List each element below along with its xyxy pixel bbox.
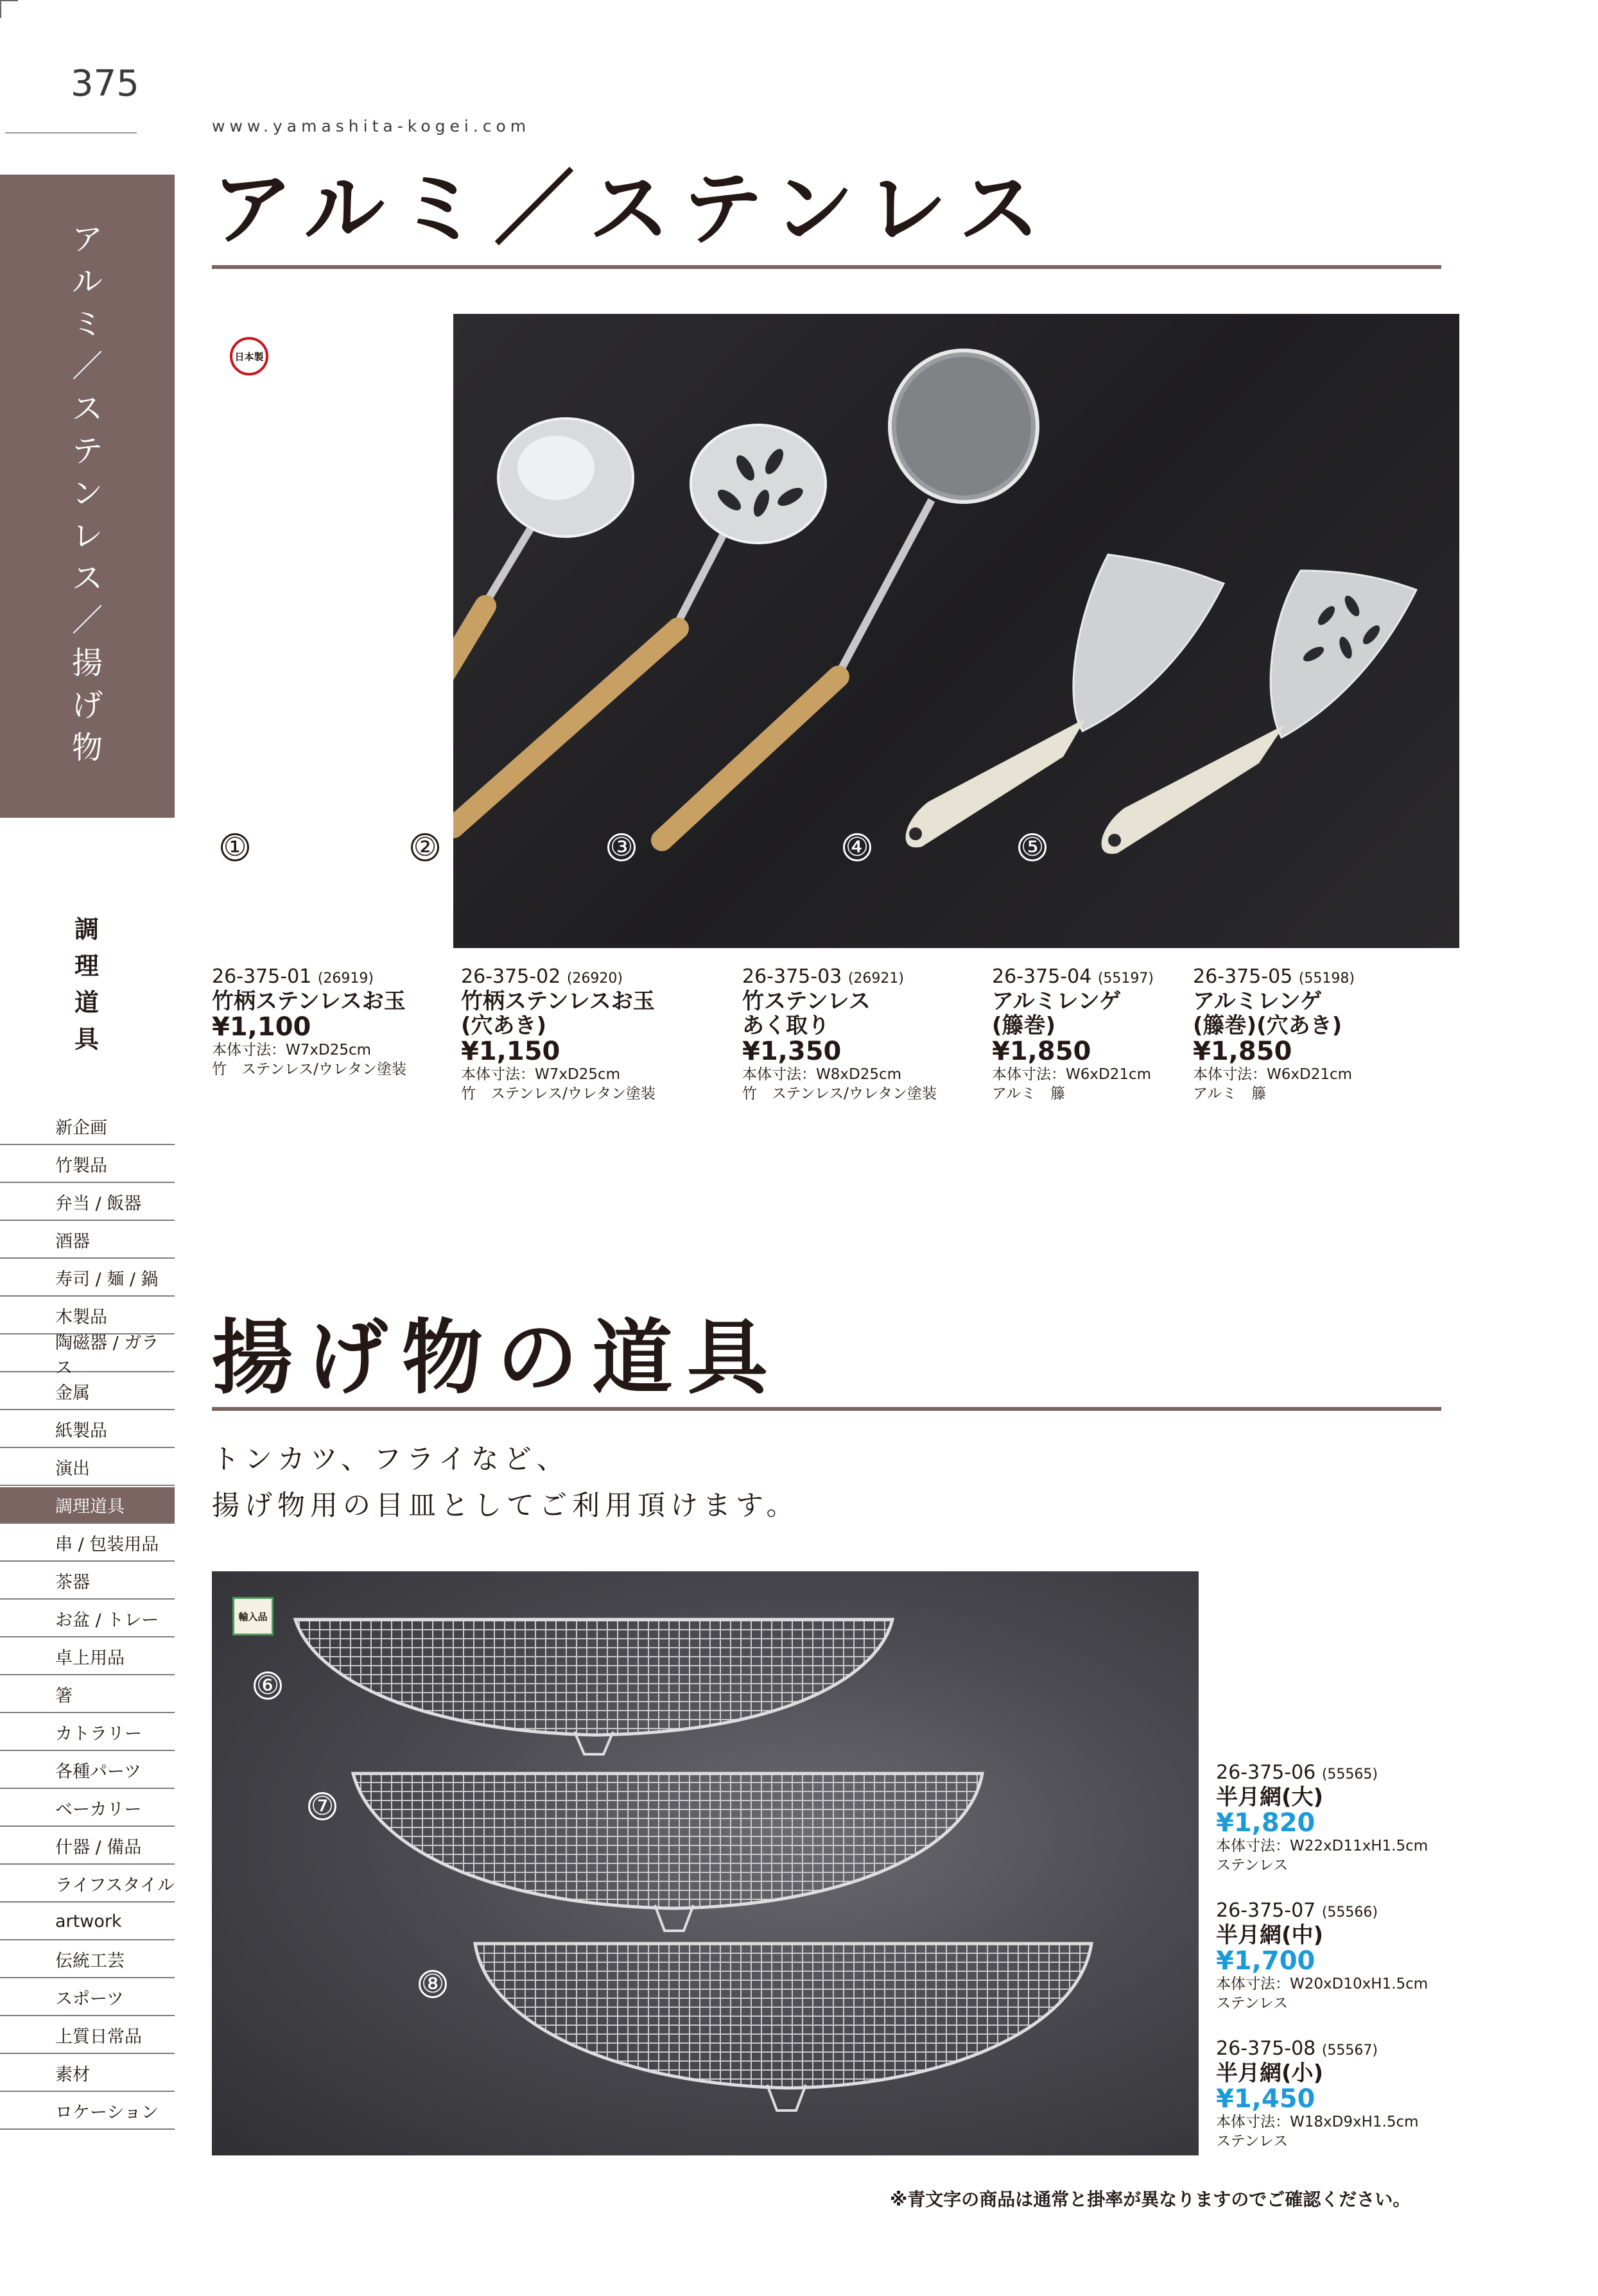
item-marker-2: ② — [411, 833, 439, 861]
product-ref: (55566) — [1321, 1904, 1378, 1921]
footnote: ※青文字の商品は通常と掛率が異なりますのでご確認ください。 — [890, 2189, 1411, 2210]
section-rule — [212, 265, 1441, 269]
product-material: 竹 ステンレス/ウレタン塗装 — [461, 1085, 656, 1102]
product-ref: (26919) — [317, 971, 374, 987]
nav-item[interactable]: 上質日常品 — [0, 2017, 175, 2054]
nav-item[interactable]: 什器 / 備品 — [0, 1828, 175, 1865]
nav-item[interactable]: 伝統工芸 — [0, 1942, 175, 1978]
product-caption — [212, 966, 406, 1079]
nav-item[interactable]: 箸 — [0, 1677, 175, 1713]
skimmer-illustration — [662, 350, 1038, 840]
product-price: ¥1,820 — [1216, 1808, 1316, 1838]
product-size: 本体寸法：W20xD10xH1.5cm — [1216, 1976, 1429, 1992]
item-marker-6: ⑥ — [254, 1671, 282, 1700]
crop-mark — [0, 0, 18, 18]
nets-illustration — [212, 1571, 1199, 2155]
net-medium-illustration — [353, 1774, 982, 1931]
product-name: 竹柄ステンレスお玉 — [212, 988, 406, 1014]
product-caption — [742, 966, 937, 1103]
product-name: 竹柄ステンレスお玉 — [461, 988, 655, 1014]
product-code: 26-375-04 — [992, 965, 1092, 988]
product-name: アルミレンゲ — [1193, 988, 1323, 1014]
product-caption — [992, 966, 1154, 1103]
nav-item[interactable]: ロケーション — [0, 2093, 175, 2130]
imported-badge: 輸入品 — [232, 1597, 274, 1636]
product-caption — [1216, 2038, 1419, 2151]
section-title: 揚げ物の道具 — [212, 1310, 782, 1405]
nav-item[interactable]: 金属 — [0, 1374, 175, 1410]
net-large-illustration — [295, 1619, 892, 1754]
product-material: ステンレス — [1216, 1995, 1289, 2012]
nav-item[interactable]: 竹製品 — [0, 1146, 175, 1183]
item-marker-7: ⑦ — [308, 1792, 336, 1820]
product-code: 26-375-03 — [742, 965, 842, 988]
product-name-sub: (籐巻)(穴あき) — [1193, 1013, 1342, 1039]
product-size: 本体寸法：W18xD9xH1.5cm — [1216, 2114, 1419, 2130]
nav-item[interactable]: 演出 — [0, 1449, 175, 1486]
product-name: アルミレンゲ — [992, 988, 1122, 1014]
side-band-text: アルミ／ステンレス／揚げ物 — [72, 221, 103, 766]
product-name: 竹ステンレス — [742, 988, 871, 1014]
product-ref: (55198) — [1298, 971, 1355, 987]
item-marker-3: ③ — [607, 833, 636, 861]
product-name: 半月網(大) — [1216, 1784, 1324, 1810]
item-marker-8: ⑧ — [419, 1970, 447, 1998]
ladles-illustration — [453, 314, 1459, 948]
section-rule — [212, 1407, 1441, 1411]
nav-item[interactable]: artwork — [0, 1904, 175, 1940]
section-title: アルミ／ステンレス — [212, 161, 1054, 256]
product-material: 竹 ステンレス/ウレタン塗装 — [212, 1061, 406, 1078]
intro-line: トンカツ、フライなど、 — [212, 1444, 569, 1476]
nav-item[interactable]: 陶磁器 / ガラス — [0, 1336, 175, 1372]
product-size: 本体寸法：W22xD11xH1.5cm — [1216, 1838, 1429, 1854]
product-price: ¥1,850 — [1193, 1037, 1292, 1066]
product-material: アルミ 籐 — [992, 1085, 1066, 1102]
nav-item[interactable]: 寿司 / 麺 / 鍋 — [0, 1260, 175, 1297]
nav-item[interactable]: 紙製品 — [0, 1411, 175, 1448]
net-small-illustration — [475, 1944, 1091, 2110]
site-url[interactable]: www.yamashita-kogei.com — [212, 117, 531, 135]
product-code: 26-375-05 — [1193, 965, 1293, 988]
product-ref: (55565) — [1321, 1766, 1378, 1782]
intro-line: 揚げ物用の目皿としてご利用頂けます。 — [212, 1490, 799, 1522]
nav-item[interactable]: 卓上用品 — [0, 1639, 175, 1675]
product-ref: (26921) — [847, 971, 904, 987]
product-caption — [1216, 1762, 1428, 1875]
product-price: ¥1,150 — [461, 1037, 560, 1066]
nav-item[interactable]: 串 / 包装用品 — [0, 1525, 175, 1562]
product-name: 半月網(中) — [1216, 1922, 1324, 1948]
product-code: 26-375-02 — [461, 965, 561, 988]
product-material: ステンレス — [1216, 2133, 1289, 2150]
product-name: 半月網(小) — [1216, 2060, 1324, 2086]
product-price: ¥1,700 — [1216, 1946, 1316, 1976]
nav-item[interactable]: 弁当 / 飯器 — [0, 1184, 175, 1221]
made-in-japan-badge: 日本製 — [230, 337, 268, 375]
product-caption — [1193, 966, 1355, 1103]
item-marker-4: ④ — [843, 833, 871, 861]
product-caption — [461, 966, 656, 1103]
nav-item[interactable]: 調理道具 — [0, 1487, 175, 1524]
nav-item[interactable]: ベーカリー — [0, 1790, 175, 1827]
product-size: 本体寸法：W7xD25cm — [461, 1066, 621, 1083]
product-name-sub: (籐巻) — [992, 1013, 1056, 1039]
product-ref: (26920) — [566, 971, 623, 987]
product-price: ¥1,450 — [1216, 2084, 1316, 2114]
product-ref: (55197) — [1097, 971, 1154, 987]
product-ref: (55567) — [1321, 2042, 1378, 2059]
product-name-sub: あく取り — [742, 1013, 829, 1039]
item-marker-5: ⑤ — [1018, 833, 1047, 861]
product-name-sub: (穴あき) — [461, 1013, 547, 1039]
product-size: 本体寸法：W6xD21cm — [1193, 1066, 1353, 1083]
product-price: ¥1,850 — [992, 1037, 1091, 1066]
product-size: 本体寸法：W7xD25cm — [212, 1042, 372, 1058]
nav-item[interactable]: スポーツ — [0, 1980, 175, 2016]
product-photo-nets — [212, 1571, 1199, 2155]
nav-item[interactable]: 素材 — [0, 2055, 175, 2092]
nav-item[interactable]: 木製品 — [0, 1298, 175, 1334]
side-category: 調理道具 — [74, 915, 99, 1053]
page-number: 375 — [71, 63, 139, 105]
nav-item[interactable]: お盆 / トレー — [0, 1601, 175, 1637]
product-caption — [1216, 1900, 1428, 2013]
section-intro — [212, 1437, 799, 1529]
nav-item[interactable]: カトラリー — [0, 1714, 175, 1751]
category-nav — [0, 1109, 175, 2131]
item-marker-1: ① — [221, 833, 249, 861]
product-material: 竹 ステンレス/ウレタン塗装 — [742, 1085, 937, 1102]
nav-item[interactable]: 新企画 — [0, 1109, 175, 1145]
product-code: 26-375-07 — [1216, 1899, 1316, 1922]
product-material: ステンレス — [1216, 1857, 1289, 1874]
product-size: 本体寸法：W6xD21cm — [992, 1066, 1152, 1083]
product-photo-ladles — [453, 314, 1459, 948]
product-price: ¥1,100 — [212, 1012, 311, 1042]
product-size: 本体寸法：W8xD25cm — [742, 1066, 902, 1083]
product-code: 26-375-08 — [1216, 2037, 1316, 2060]
product-material: アルミ 籐 — [1193, 1085, 1267, 1102]
nav-item[interactable]: 酒器 — [0, 1222, 175, 1259]
nav-item[interactable]: ライフスタイル — [0, 1866, 175, 1903]
product-price: ¥1,350 — [742, 1037, 842, 1066]
nav-item[interactable]: 各種パーツ — [0, 1752, 175, 1789]
nav-item[interactable]: 茶器 — [0, 1563, 175, 1600]
page-number-rule — [5, 132, 137, 134]
product-code: 26-375-06 — [1216, 1761, 1316, 1784]
product-code: 26-375-01 — [212, 965, 312, 988]
